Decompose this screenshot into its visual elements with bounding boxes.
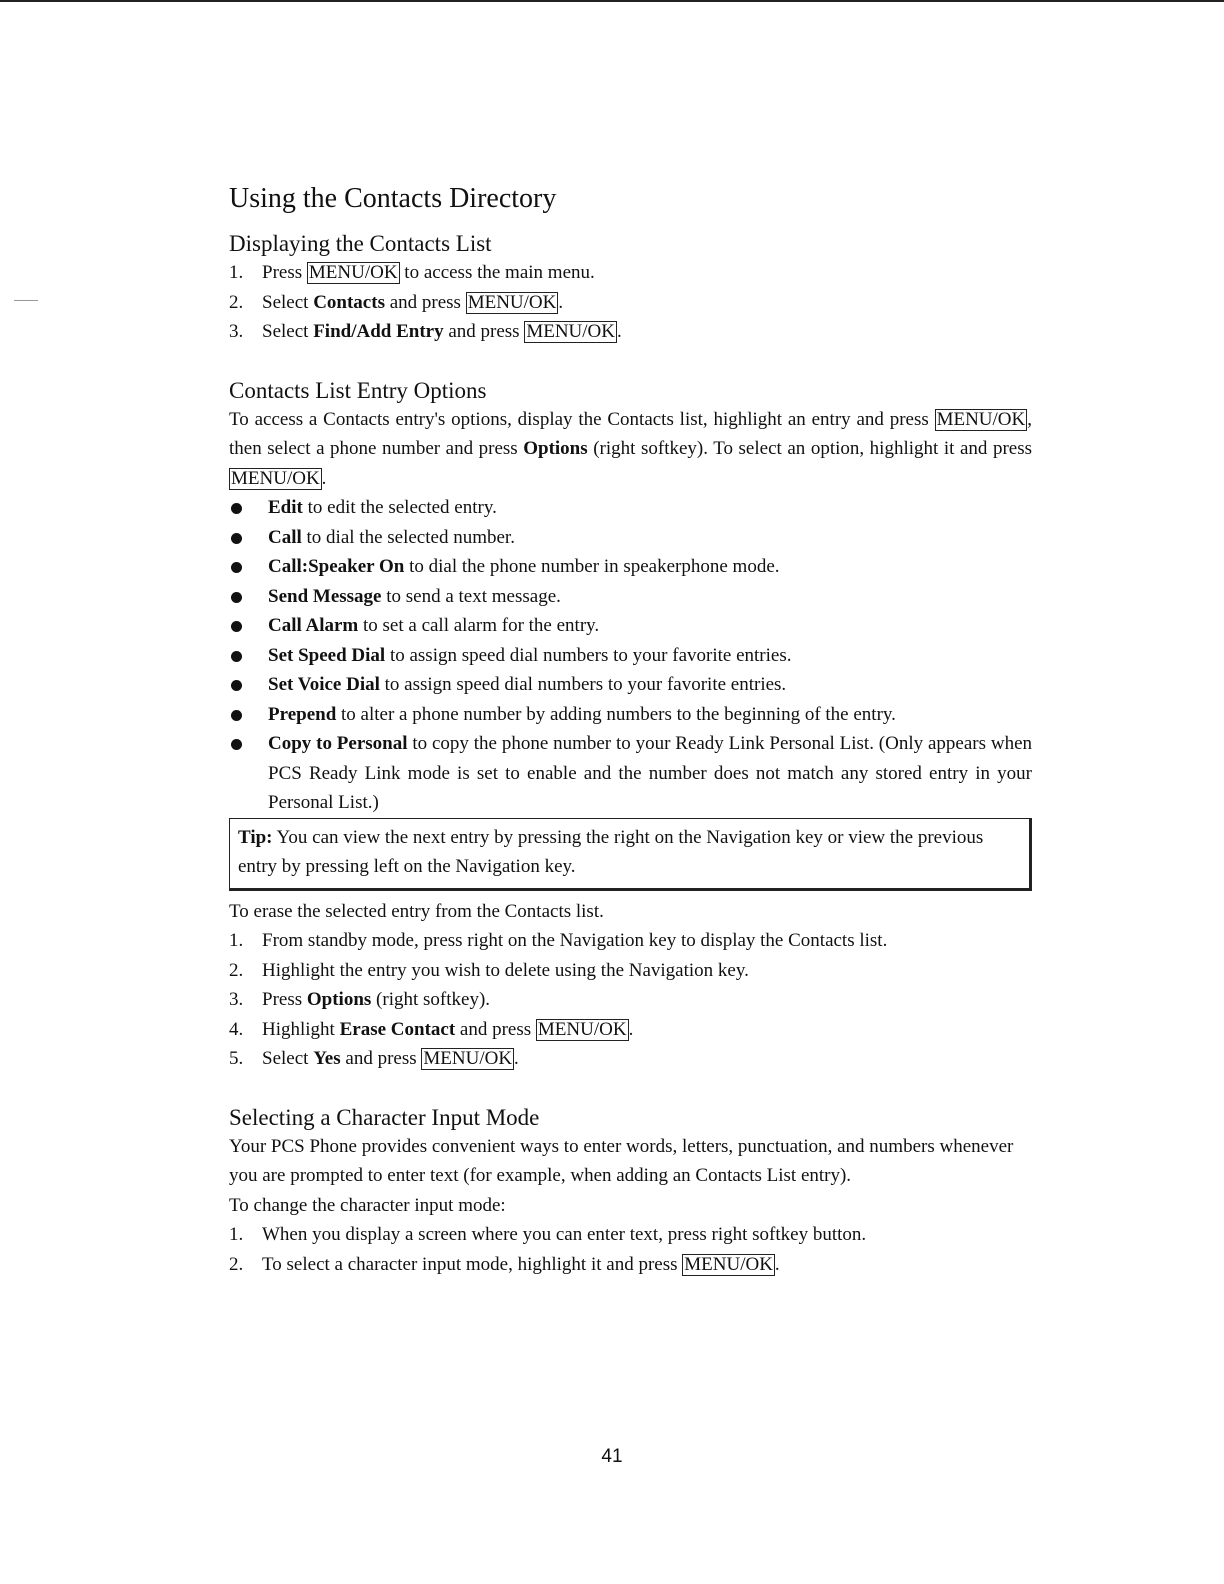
- option-name: Prepend: [268, 703, 337, 725]
- list-item: [229, 317, 1032, 347]
- bullet-icon: [231, 739, 242, 750]
- top-rule: [0, 0, 1224, 2]
- spacer: [229, 347, 1032, 377]
- step-text: and press: [384, 291, 466, 313]
- list-item: [229, 523, 1032, 553]
- list-item: [229, 258, 1032, 288]
- displaying-steps: [229, 258, 1032, 347]
- option-name: Set Speed Dial: [268, 644, 386, 666]
- option-name: Copy to Personal: [268, 733, 408, 754]
- menu-option-name: Options: [306, 989, 372, 1010]
- bullet-icon: [231, 562, 242, 573]
- section-heading-displaying: Displaying the Contacts List: [229, 231, 492, 256]
- menu-ok-key: MENU/OK: [467, 291, 557, 313]
- page-content: [229, 180, 1032, 1279]
- intro-text: To access a Contacts entry's options, display the Contacts list, highlight an entry and press: [229, 408, 935, 430]
- step-text: Select: [262, 321, 314, 342]
- list-item: [229, 1015, 1032, 1045]
- step-text: Select: [262, 291, 314, 313]
- erase-intro: To erase the selected entry from the Contacts list.: [229, 900, 604, 922]
- input-mode-para: Your PCS Phone provides convenient ways to enter words, letters, punctuation, and numbers whenever you are prompted to enter text (for example, when adding an Contacts List entry).: [229, 1135, 1014, 1186]
- step-number: 4.: [229, 1018, 244, 1040]
- menu-ok-key: MENU/OK: [423, 1048, 513, 1069]
- section-heading-input-mode: Selecting a Character Input Mode: [229, 1104, 540, 1130]
- page-number: 41: [601, 1446, 623, 1467]
- list-item: [229, 956, 1032, 986]
- list-item: [229, 670, 1032, 700]
- step-text: (right softkey).: [371, 989, 491, 1010]
- list-item: [229, 1220, 1032, 1250]
- step-text: Highlight: [262, 1018, 340, 1040]
- step-number: 2.: [229, 1253, 244, 1275]
- step-text: .: [628, 1018, 634, 1040]
- bullet-icon: [231, 710, 242, 721]
- step-text: Press: [262, 262, 307, 283]
- option-description: to dial the phone number in speakerphone mode.: [404, 556, 780, 577]
- option-description: to edit the selected entry.: [302, 497, 497, 518]
- step-text: and press: [443, 321, 525, 342]
- option-description: to set a call alarm for the entry.: [358, 615, 600, 636]
- option-description: to alter a phone number by adding numbers to the beginning of the entry.: [336, 703, 896, 725]
- options-softkey-name: Options: [523, 438, 588, 459]
- menu-option-name: Contacts: [313, 291, 385, 313]
- list-item: [229, 985, 1032, 1015]
- step-text: .: [558, 291, 564, 313]
- tip-box: [229, 818, 1032, 891]
- menu-ok-key: MENU/OK: [526, 321, 615, 342]
- step-number: 1.: [229, 1224, 244, 1245]
- intro-text: , then select a phone number and press: [229, 408, 1032, 459]
- option-description: to assign speed dial numbers to your favorite entries.: [385, 644, 792, 666]
- step-text: to access the main menu.: [399, 262, 595, 283]
- option-description: to assign speed dial numbers to your favorite entries.: [379, 674, 787, 695]
- option-name: Set Voice Dial: [268, 674, 380, 695]
- step-text: .: [514, 1048, 519, 1069]
- step-number: 1.: [229, 930, 244, 951]
- menu-ok-key: MENU/OK: [231, 467, 320, 489]
- entry-option-list: [229, 493, 1032, 818]
- step-text: Select: [262, 1048, 314, 1069]
- list-item: [229, 288, 1032, 318]
- list-item: [229, 611, 1032, 641]
- option-name: Call:Speaker On: [268, 556, 405, 577]
- step-number: 1.: [229, 262, 244, 283]
- step-text: and press: [455, 1018, 536, 1040]
- list-item: [229, 729, 1032, 818]
- bullet-icon: [231, 651, 242, 662]
- tip-body: You can view the next entry by pressing the right on the Navigation key or view the previous entry by pressing left on the Navigation key.: [238, 826, 984, 877]
- option-description: to send a text message.: [381, 585, 561, 607]
- menu-ok-key: MENU/OK: [308, 262, 398, 283]
- bullet-icon: [231, 621, 242, 632]
- erase-steps: [229, 926, 1032, 1074]
- list-item: [229, 1250, 1032, 1280]
- step-number: 2.: [229, 291, 244, 313]
- menu-ok-key: MENU/OK: [537, 1018, 627, 1040]
- input-mode-instruction: To change the character input mode:: [229, 1194, 506, 1216]
- section-heading-entry-options: Contacts List Entry Options: [229, 377, 487, 403]
- option-description: to dial the selected number.: [301, 526, 515, 548]
- bullet-icon: [231, 680, 242, 691]
- list-item: [229, 552, 1032, 582]
- spacer: [229, 1074, 1032, 1104]
- step-text: From standby mode, press right on the Navigation key to display the Contacts list.: [262, 930, 888, 951]
- page-title: Using the Contacts Directory: [229, 183, 557, 214]
- bullet-icon: [231, 592, 242, 603]
- menu-option-name: Find/Add Entry: [313, 321, 444, 342]
- list-item: [229, 700, 1032, 730]
- step-number: 3.: [229, 989, 244, 1010]
- step-text: .: [774, 1253, 780, 1275]
- option-name: Call: [268, 526, 302, 548]
- bullet-icon: [231, 533, 242, 544]
- step-number: 5.: [229, 1048, 244, 1069]
- step-number: 3.: [229, 321, 244, 342]
- menu-option-name: Yes: [313, 1048, 341, 1069]
- option-description: to copy the phone number to your Ready Link Personal List. (Only appears when PCS Ready Link mode is set to enable and the number does not match any stored entry in your Personal List.): [268, 733, 1032, 813]
- list-item: [229, 493, 1032, 523]
- input-mode-steps: [229, 1220, 1032, 1279]
- menu-ok-key: MENU/OK: [684, 1253, 773, 1275]
- tip-label: Tip:: [238, 826, 273, 848]
- bullet-icon: [231, 503, 242, 514]
- step-text: Press: [262, 989, 307, 1010]
- step-text: .: [617, 321, 622, 342]
- step-text: and press: [340, 1048, 422, 1069]
- entry-options-intro: [229, 405, 1032, 494]
- list-item: [229, 582, 1032, 612]
- option-name: Call Alarm: [268, 615, 359, 636]
- menu-option-name: Erase Contact: [339, 1018, 456, 1040]
- margin-mark: [14, 300, 38, 301]
- intro-text: (right softkey). To select an option, highlight it and press: [587, 438, 1032, 459]
- option-name: Edit: [268, 497, 303, 518]
- menu-ok-key: MENU/OK: [936, 408, 1026, 430]
- list-item: [229, 641, 1032, 671]
- option-name: Send Message: [268, 585, 382, 607]
- list-item: [229, 926, 1032, 956]
- step-text: To select a character input mode, highlight it and press: [262, 1253, 683, 1275]
- step-number: 2.: [229, 959, 244, 981]
- step-text: When you display a screen where you can enter text, press right softkey button.: [262, 1224, 867, 1245]
- step-text: Highlight the entry you wish to delete using the Navigation key.: [262, 959, 749, 981]
- tip-text: [238, 823, 1021, 882]
- intro-text: .: [321, 467, 327, 489]
- list-item: [229, 1044, 1032, 1074]
